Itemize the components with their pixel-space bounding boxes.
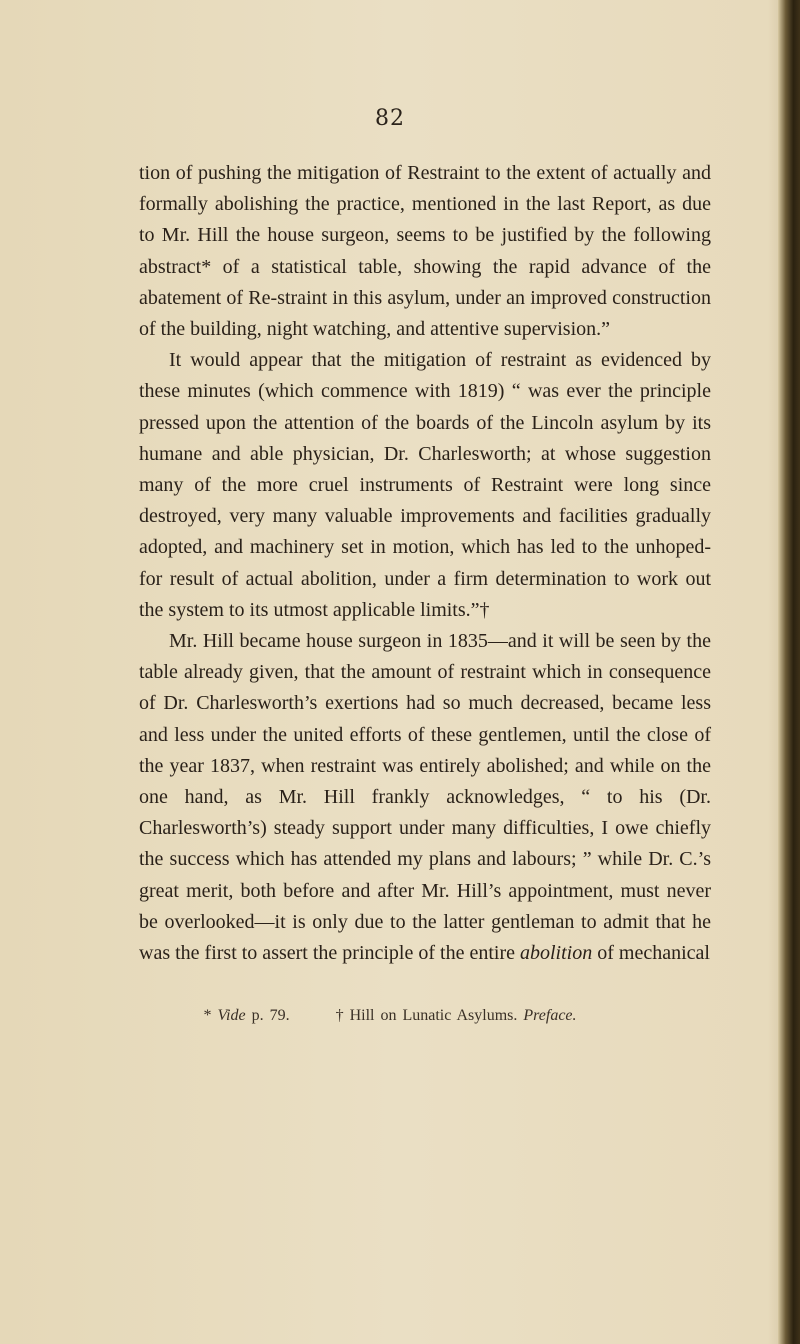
- footnote-2-preface: Preface.: [523, 1007, 577, 1024]
- paragraph: [139, 158, 711, 345]
- footnote-2-marker: †: [335, 1007, 344, 1024]
- footnote-2-source: Hill on Lunatic Asylums.: [349, 1007, 518, 1024]
- text-segment: of mechanical: [592, 942, 710, 965]
- text-segment: tion of pushing the mitigation of Restraint to the extent of actually and formally abolishing the practice, mentioned in the last Report, as due to Mr. Hill the house surgeon, seems to be justified by the following abstract* of a statistical table, showing the rapid advance of the abatement of Re-straint in this asylum, under an improved construction of the building, night watching, and attentive supervision.”: [139, 162, 711, 341]
- body-text: [139, 158, 711, 969]
- footnote-1-vide: Vide: [217, 1007, 246, 1024]
- footnote-2: [336, 1007, 577, 1024]
- footnote-1-ref: p. 79.: [251, 1007, 290, 1024]
- italic-text: abolition: [520, 942, 593, 965]
- page-edge-shadow: [778, 0, 800, 1344]
- page-number: 82: [375, 106, 405, 131]
- text-segment: It would appear that the mitigation of restraint as evidenced by these minutes (which commence with 1819) “ was ever the principle pressed upon the attention of the boards of the Lincoln asylum by its humane and able physician, Dr. Charlesworth; at whose suggestion many of the more cruel instruments of Restraint were long since destroyed, very many valuable improvements and facilities gradually adopted, and machinery set in motion, which has led to the unhoped-for result of actual abolition, under a firm determination to work out the system to its utmost applicable limits.”†: [139, 349, 711, 621]
- paragraph: [139, 345, 711, 626]
- footnotes: [0, 1007, 780, 1025]
- text-segment: Mr. Hill became house surgeon in 1835—and it will be seen by the table already given, that the amount of restraint which in consequence of Dr. Charlesworth’s exertions had so much decreased, became less and less under the united efforts of these gentlemen, until the close of the year 1837, when restraint was entirely abolished; and while on the one hand, as Mr. Hill frankly acknowledges, “ to his (Dr. Charlesworth’s) steady support under many difficulties, I owe chiefly the success which has attended my plans and labours; ” while Dr. C.’s great merit, both before and after Mr. Hill’s appointment, must never be overlooked—it is only due to the latter gentleman to admit that he was the first to assert the principle of the entire: [139, 630, 711, 965]
- footnote-1-marker: *: [203, 1007, 212, 1024]
- paragraph: [139, 626, 711, 969]
- footnote-1: [203, 1007, 295, 1024]
